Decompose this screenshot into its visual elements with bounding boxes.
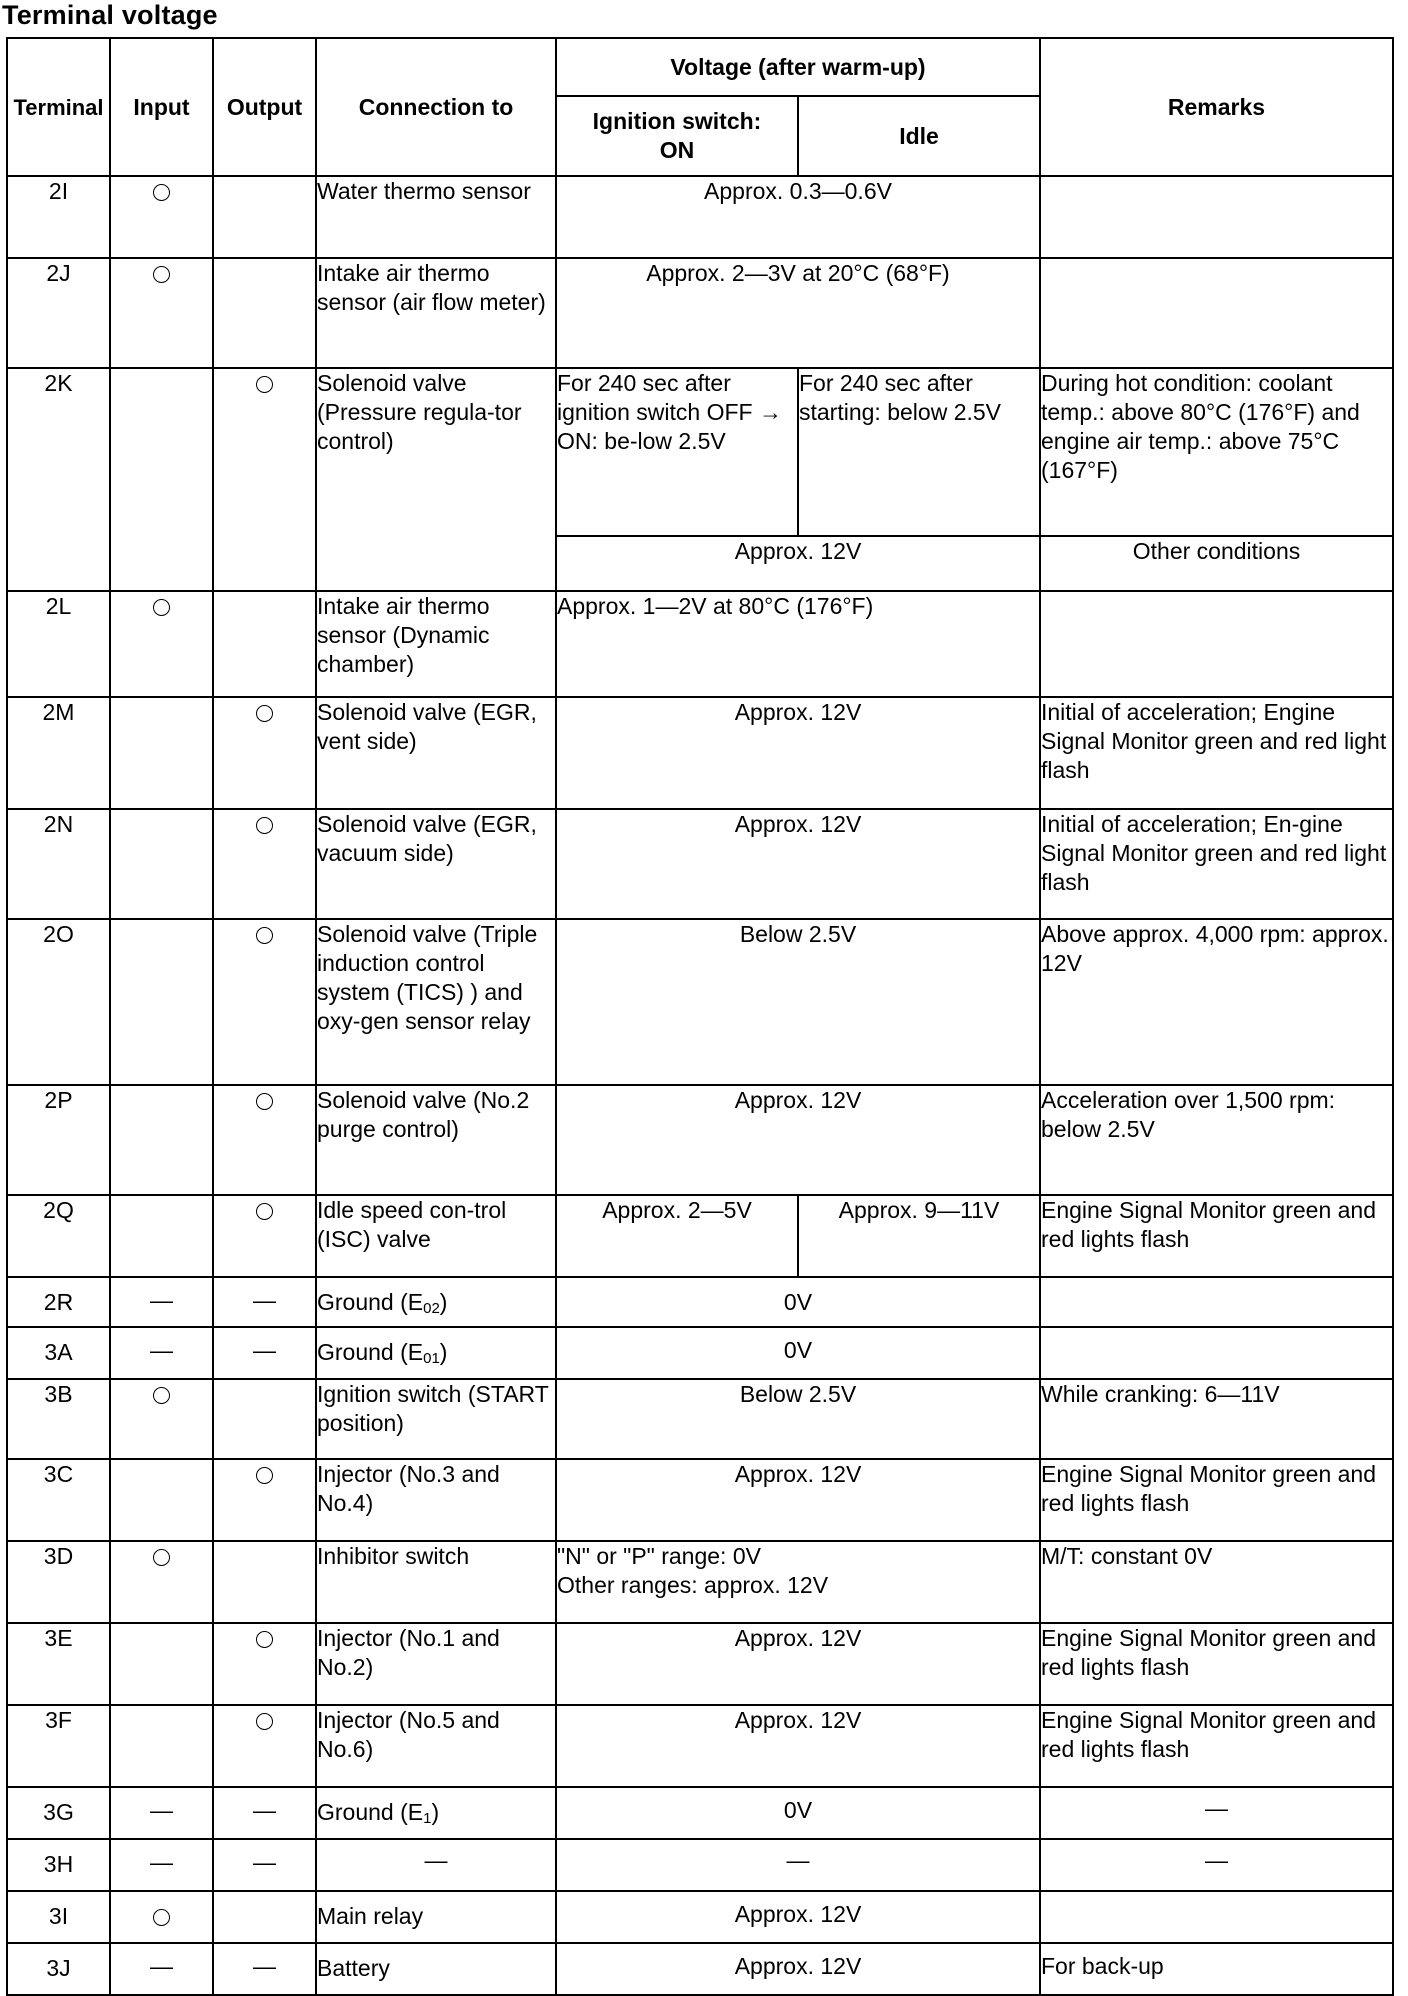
remarks-cell: Acceleration over 1,500 rpm: below 2.5V xyxy=(1040,1085,1393,1195)
input-cell xyxy=(110,176,213,258)
terminal-cell: 2I xyxy=(7,176,110,258)
remarks-cell xyxy=(1040,1327,1393,1379)
connection-cell: Water thermo sensor xyxy=(316,176,556,258)
input-cell xyxy=(110,1085,213,1195)
remarks-cell: Initial of acceleration; Engine Signal Monitor green and red light flash xyxy=(1040,697,1393,809)
table-row xyxy=(7,176,1393,258)
remarks-cell: — xyxy=(1040,1787,1393,1839)
remarks-cell: While cranking: 6—11V xyxy=(1040,1379,1393,1459)
connection-cell: — xyxy=(316,1839,556,1891)
output-cell xyxy=(213,1195,316,1277)
remarks-cell: M/T: constant 0V xyxy=(1040,1541,1393,1623)
connection-cell: Injector (No.3 and No.4) xyxy=(316,1459,556,1541)
input-cell xyxy=(110,919,213,1085)
remarks-cell: During hot condition: coolant temp.: above 80°C (176°F) and engine air temp.: above 75°C (167°F) xyxy=(1040,368,1393,536)
remarks-cell: For back-up xyxy=(1040,1943,1393,1995)
output-cell xyxy=(213,1277,316,1327)
terminal-cell: 2M xyxy=(7,697,110,809)
output-cell xyxy=(213,1085,316,1195)
dash-icon: — xyxy=(253,1287,276,1313)
output-cell xyxy=(213,591,316,697)
voltage-cell: Below 2.5V xyxy=(556,919,1040,1085)
circle-icon xyxy=(153,266,170,283)
circle-icon xyxy=(256,376,273,393)
voltage-cell: Approx. 12V xyxy=(556,1085,1040,1195)
voltage-cell xyxy=(556,1541,1040,1623)
dash-icon: — xyxy=(150,1953,173,1979)
table-row xyxy=(7,591,1393,697)
terminal-cell: 2Q xyxy=(7,1195,110,1277)
table-row xyxy=(7,1787,1393,1839)
output-cell xyxy=(213,1943,316,1995)
voltage-cell: Approx. 1—2V at 80°C (176°F) xyxy=(556,591,1040,697)
input-cell xyxy=(110,1327,213,1379)
terminal-cell: 2J xyxy=(7,258,110,368)
ignition-on-cell: Approx. 2—5V xyxy=(556,1195,798,1277)
remarks-cell: — xyxy=(1040,1839,1393,1891)
output-cell xyxy=(213,258,316,368)
terminal-cell: 2O xyxy=(7,919,110,1085)
output-cell xyxy=(213,176,316,258)
input-cell xyxy=(110,1839,213,1891)
voltage-cell: Approx. 12V xyxy=(556,697,1040,809)
table-row xyxy=(7,919,1393,1085)
connection-cell: Ground $(E_1)$ xyxy=(316,1787,556,1839)
connection-cell: Inhibitor switch xyxy=(316,1541,556,1623)
voltage-line: Other ranges: approx. 12V xyxy=(557,1572,829,1598)
dash-icon: — xyxy=(253,1797,276,1823)
input-cell xyxy=(110,1541,213,1623)
header-voltage-group: Voltage (after warm-up) xyxy=(556,38,1040,96)
circle-icon xyxy=(256,1093,273,1110)
remarks-cell: Engine Signal Monitor green and red lights flash xyxy=(1040,1195,1393,1277)
table-row xyxy=(7,1327,1393,1379)
output-cell xyxy=(213,1327,316,1379)
input-cell xyxy=(110,1891,213,1943)
input-cell xyxy=(110,809,213,919)
output-cell xyxy=(213,1839,316,1891)
remarks-cell: Initial of acceleration; En-gine Signal Monitor green and red light flash xyxy=(1040,809,1393,919)
connection-cell: Solenoid valve (EGR, vacuum side) xyxy=(316,809,556,919)
dash-icon: — xyxy=(150,1797,173,1823)
terminal-cell: 3D xyxy=(7,1541,110,1623)
header-terminal: Terminal xyxy=(7,38,110,176)
terminal-cell: 2K xyxy=(7,368,110,591)
voltage-cell: Approx. 12V xyxy=(556,1623,1040,1705)
voltage-cell: Approx. 12V xyxy=(556,1943,1040,1995)
terminal-cell: 2N xyxy=(7,809,110,919)
header-output: Output xyxy=(213,38,316,176)
dash-icon: — xyxy=(150,1849,173,1875)
voltage-cell: Approx. 2—3V at 20°C (68°F) xyxy=(556,258,1040,368)
table-row xyxy=(7,1459,1393,1541)
connection-cell: Injector (No.1 and No.2) xyxy=(316,1623,556,1705)
circle-icon xyxy=(153,184,170,201)
connection-cell: Battery xyxy=(316,1943,556,1995)
input-cell xyxy=(110,368,213,591)
table-row xyxy=(7,1943,1393,1995)
voltage-cell: Approx. 12V xyxy=(556,1891,1040,1943)
output-cell xyxy=(213,368,316,591)
connection-cell: Ground $(E_{01})$ xyxy=(316,1327,556,1379)
terminal-cell: 3F xyxy=(7,1705,110,1787)
output-cell xyxy=(213,1623,316,1705)
table-row xyxy=(7,1623,1393,1705)
circle-icon xyxy=(256,817,273,834)
remarks-cell xyxy=(1040,591,1393,697)
dash-icon: — xyxy=(253,1953,276,1979)
circle-icon xyxy=(256,1467,273,1484)
terminal-cell: 3I xyxy=(7,1891,110,1943)
output-cell xyxy=(213,1541,316,1623)
remarks-cell: Engine Signal Monitor green and red lights flash xyxy=(1040,1705,1393,1787)
table-row xyxy=(7,697,1393,809)
table-row xyxy=(7,809,1393,919)
circle-icon xyxy=(256,927,273,944)
output-cell xyxy=(213,1459,316,1541)
terminal-cell: 3A xyxy=(7,1327,110,1379)
input-cell xyxy=(110,1787,213,1839)
dash-icon: — xyxy=(253,1849,276,1875)
table-row xyxy=(7,1379,1393,1459)
connection-cell: Solenoid valve (No.2 purge control) xyxy=(316,1085,556,1195)
output-cell xyxy=(213,1705,316,1787)
remarks-cell xyxy=(1040,176,1393,258)
header-idle: Idle xyxy=(798,96,1040,176)
remarks-cell: Above approx. 4,000 rpm: approx. 12V xyxy=(1040,919,1393,1085)
header-ignition-on: Ignition switch: ON xyxy=(556,96,798,176)
table-row xyxy=(7,1839,1393,1891)
dash-icon: — xyxy=(150,1287,173,1313)
input-cell xyxy=(110,1623,213,1705)
connection-cell: Solenoid valve (EGR, vent side) xyxy=(316,697,556,809)
voltage-cell: Approx. 12V xyxy=(556,1459,1040,1541)
terminal-cell: 2R xyxy=(7,1277,110,1327)
table-row xyxy=(7,1891,1393,1943)
remarks-cell: Engine Signal Monitor green and red lights flash xyxy=(1040,1459,1393,1541)
terminal-cell: 3B xyxy=(7,1379,110,1459)
terminal-cell: 3E xyxy=(7,1623,110,1705)
dash-icon: — xyxy=(253,1337,276,1363)
circle-icon xyxy=(153,599,170,616)
voltage-line: "N" or "P" range: 0V xyxy=(557,1543,761,1569)
page-title: Terminal voltage xyxy=(2,0,218,30)
circle-icon xyxy=(256,1203,273,1220)
input-cell xyxy=(110,1459,213,1541)
header-input: Input xyxy=(110,38,213,176)
terminal-cell: 2P xyxy=(7,1085,110,1195)
terminal-cell: 2L xyxy=(7,591,110,697)
idle-cell: For 240 sec after starting: below 2.5V xyxy=(798,368,1040,536)
input-cell xyxy=(110,1277,213,1327)
connection-cell: Solenoid valve (Pressure regula-tor control) xyxy=(316,368,556,591)
output-cell xyxy=(213,809,316,919)
table-row xyxy=(7,1705,1393,1787)
header-remarks: Remarks xyxy=(1040,38,1393,176)
circle-icon xyxy=(256,1631,273,1648)
voltage-cell: 0V xyxy=(556,1277,1040,1327)
voltage-cell: Approx. 12V xyxy=(556,1705,1040,1787)
voltage-cell: 0V xyxy=(556,1787,1040,1839)
circle-icon xyxy=(153,1387,170,1404)
terminal-cell: 3J xyxy=(7,1943,110,1995)
circle-icon xyxy=(256,705,273,722)
dash-icon: — xyxy=(150,1337,173,1363)
terminal-voltage-table xyxy=(6,37,1394,1996)
input-cell xyxy=(110,258,213,368)
terminal-cell: 3G xyxy=(7,1787,110,1839)
input-cell xyxy=(110,1195,213,1277)
connection-cell: Intake air thermo sensor (Dynamic chamber) xyxy=(316,591,556,697)
voltage-cell: Approx. 12V xyxy=(556,536,1040,591)
table-row xyxy=(7,1195,1393,1277)
voltage-cell: Approx. 0.3—0.6V xyxy=(556,176,1040,258)
connection-cell: Injector (No.5 and No.6) xyxy=(316,1705,556,1787)
terminal-cell: 3H xyxy=(7,1839,110,1891)
voltage-cell: Below 2.5V xyxy=(556,1379,1040,1459)
table-row xyxy=(7,1277,1393,1327)
voltage-cell: — xyxy=(556,1839,1040,1891)
table-row xyxy=(7,368,1393,536)
output-cell xyxy=(213,1891,316,1943)
remarks-cell xyxy=(1040,258,1393,368)
output-cell xyxy=(213,1379,316,1459)
connection-cell: Ignition switch (START position) xyxy=(316,1379,556,1459)
circle-icon xyxy=(256,1713,273,1730)
header-connection: Connection to xyxy=(316,38,556,176)
output-cell xyxy=(213,1787,316,1839)
input-cell xyxy=(110,1943,213,1995)
idle-cell: Approx. 9—11V xyxy=(798,1195,1040,1277)
terminal-cell: 3C xyxy=(7,1459,110,1541)
connection-cell: Main relay xyxy=(316,1891,556,1943)
output-cell xyxy=(213,919,316,1085)
remarks-cell: Other conditions xyxy=(1040,536,1393,591)
table-row xyxy=(7,258,1393,368)
voltage-cell: 0V xyxy=(556,1327,1040,1379)
connection-cell: Ground $(E_{02})$ xyxy=(316,1277,556,1327)
circle-icon xyxy=(153,1909,170,1926)
ignition-on-cell: For 240 sec after ignition switch OFF → ON: be-low 2.5V xyxy=(556,368,798,536)
voltage-cell: Approx. 12V xyxy=(556,809,1040,919)
table-row xyxy=(7,1541,1393,1623)
input-cell xyxy=(110,1705,213,1787)
connection-cell: Intake air thermo sensor (air flow meter) xyxy=(316,258,556,368)
remarks-cell xyxy=(1040,1277,1393,1327)
input-cell xyxy=(110,591,213,697)
input-cell xyxy=(110,1379,213,1459)
remarks-cell: Engine Signal Monitor green and red lights flash xyxy=(1040,1623,1393,1705)
table-row xyxy=(7,1085,1393,1195)
remarks-cell xyxy=(1040,1891,1393,1943)
connection-cell: Solenoid valve (Triple induction control system (TICS) ) and oxy-gen sensor relay xyxy=(316,919,556,1085)
input-cell xyxy=(110,697,213,809)
connection-cell: Idle speed con-trol (ISC) valve xyxy=(316,1195,556,1277)
output-cell xyxy=(213,697,316,809)
circle-icon xyxy=(153,1549,170,1566)
